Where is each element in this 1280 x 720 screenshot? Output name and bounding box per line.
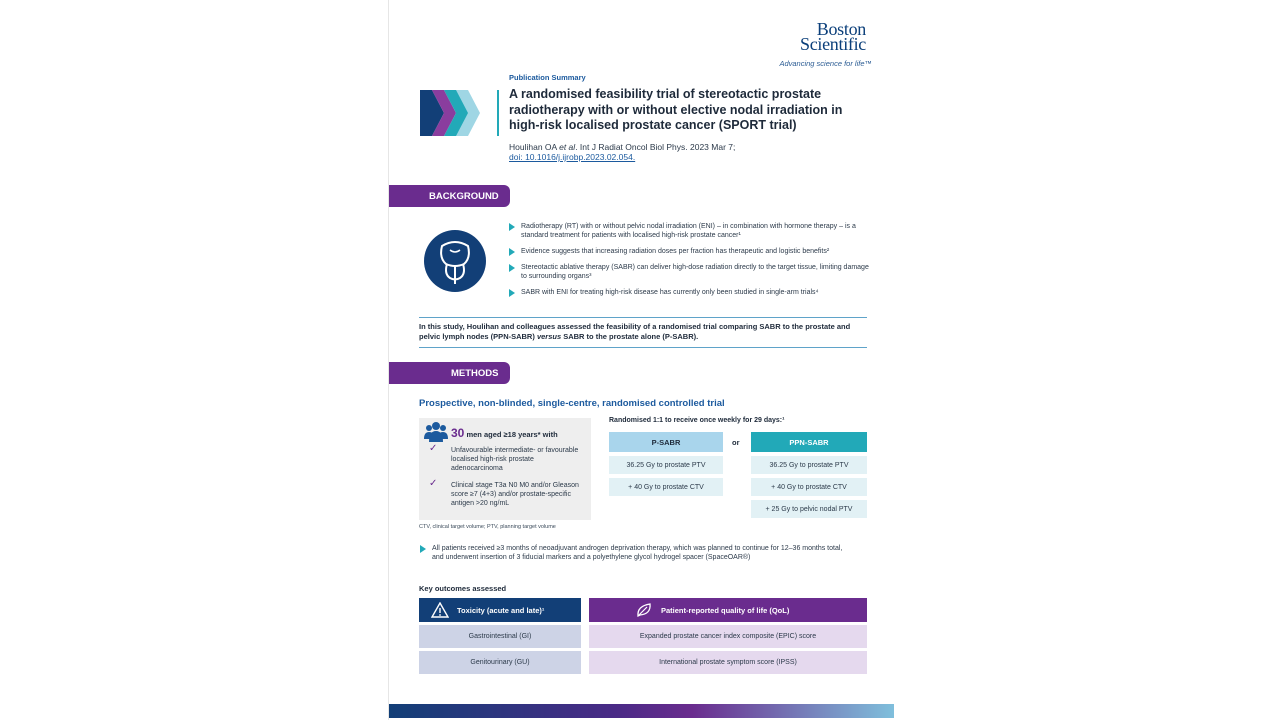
background-bullets: [508, 222, 870, 303]
study-summary: [419, 322, 867, 342]
methods-subheading: Prospective, non-blinded, single-centre, randomised controlled trial: [419, 398, 725, 409]
boston-scientific-logo: [756, 19, 866, 54]
participants-box: [419, 418, 591, 520]
background-bullet: [508, 263, 870, 281]
methods-note-text: All patients received ≥3 months of neoadjuvant androgen deprivation therapy, which was planned to continue for 12–36 months total, and underwent insertion of 3 fiducial markers and a polyethylene glycol hydrogel spacer (SpaceOAR®): [432, 545, 843, 562]
study-summary-part2: SABR to the prostate alone (P-SABR).: [561, 332, 699, 341]
background-bullet-text: Radiotherapy (RT) with or without pelvic nodal irradiation (ENI) – in combination with hormone therapy – is a standard treatment for patients with localised high-risk prostate cancer¹: [521, 223, 856, 240]
or-label: or: [732, 438, 740, 447]
arm-cell: + 25 Gy to pelvic nodal PTV: [751, 500, 867, 518]
outcome-header-qol: [589, 598, 867, 622]
methods-tab-label: METHODS: [451, 367, 499, 379]
arm-header-ppn-sabr: PPN-SABR: [751, 432, 867, 452]
methods-note: [419, 544, 852, 562]
criterion-item: Unfavourable intermediate- or favourable localised high-risk prostate adenocarcinoma: [451, 447, 579, 472]
background-bullet: [508, 288, 870, 297]
arm-cell: + 40 Gy to prostate CTV: [751, 478, 867, 496]
outcome-header-label: Toxicity (acute and late)¹: [457, 605, 545, 615]
abbreviations-footnote: CTV, clinical target volume; PTV, planning target volume: [419, 524, 556, 530]
background-tab-label: BACKGROUND: [429, 190, 499, 202]
outcome-header-toxicity: [419, 598, 581, 622]
outcome-cell: Expanded prostate cancer index composite (EPIC) score: [589, 625, 867, 648]
background-section-tab: [389, 185, 510, 207]
study-top-divider: [419, 317, 867, 318]
randomisation-heading: Randomised 1:1 to receive once weekly for 29 days:¹: [609, 417, 785, 424]
triangle-bullet-icon: [509, 248, 515, 256]
arm-header-p-sabr: P-SABR: [609, 432, 723, 452]
background-bullet: [508, 222, 870, 240]
arm-cell: + 40 Gy to prostate CTV: [609, 478, 723, 496]
outcome-cell: Genitourinary (GU): [419, 651, 581, 674]
study-bottom-divider: [419, 347, 867, 348]
triangle-bullet-icon: [509, 289, 515, 297]
background-bullet-text: SABR with ENI for treating high-risk disease has currently only been studied in single-arm trials⁴: [521, 288, 819, 296]
leaf-icon: [635, 602, 653, 618]
publication-summary-page: [388, 0, 894, 720]
article-title: A randomised feasibility trial of stereotactic prostate radiotherapy with or without elective nodal irradiation in high-risk localised prostate cancer (SPORT trial): [509, 87, 843, 132]
background-bullet-text: Stereotactic ablative therapy (SABR) can deliver high-dose radiation directly to the target tissue, limiting damage to surrounding organs³: [521, 263, 869, 280]
participants-heading: [451, 426, 558, 440]
arm-cell: 36.25 Gy to prostate PTV: [609, 456, 723, 474]
title-accent-bar: [497, 90, 499, 136]
people-icon: [423, 421, 449, 443]
triangle-bullet-icon: [509, 223, 515, 231]
key-outcomes-heading: Key outcomes assessed: [419, 584, 507, 593]
study-summary-italic: versus: [536, 332, 562, 341]
background-bullet: [508, 247, 870, 256]
triangle-bullet-icon: [509, 264, 515, 272]
triangle-bullet-icon: [420, 545, 426, 553]
outcome-header-label: Patient-reported quality of life (QoL): [661, 605, 790, 615]
citation-journal: . Int J Radiat Oncol Biol Phys. 2023 Mar 7;: [575, 142, 736, 152]
participant-text: men aged ≥18 years* with: [464, 430, 558, 439]
prostate-icon: [424, 230, 486, 292]
citation-etal: et al: [559, 142, 576, 152]
chevron-logo-icon: [420, 88, 482, 138]
outcome-cell: Gastrointestinal (GI): [419, 625, 581, 648]
arm-cell: 36.25 Gy to prostate PTV: [751, 456, 867, 474]
citation-authors: Houlihan OA: [509, 142, 557, 152]
warning-icon: [431, 602, 449, 618]
background-bullet-text: Evidence suggests that increasing radiation doses per fraction has therapeutic and logistic benefits²: [521, 247, 830, 255]
methods-section-tab: [389, 362, 510, 384]
doi-link[interactable]: doi: 10.1016/j.ijrobp.2023.02.054.: [509, 152, 636, 162]
logo-name-line1: Boston: [816, 19, 866, 39]
footer-gradient-bar: [389, 704, 894, 718]
check-icon: ✓: [429, 478, 438, 489]
study-summary-part1: In this study, Houlihan and colleagues assessed the feasibility of a randomised trial comparing SABR to the prostate and pelvic lymph nodes (PPN-SABR): [419, 322, 851, 341]
criterion-item: Clinical stage T3a N0 M0 and/or Gleason score ≥7 (4+3) and/or prostate-specific antigen >20 ng/mL: [451, 482, 579, 507]
check-icon: ✓: [429, 443, 438, 454]
publication-summary-label: Publication Summary: [509, 73, 586, 82]
logo-name-line2: Scientific: [800, 34, 866, 54]
outcome-cell: International prostate symptom score (IPSS): [589, 651, 867, 674]
participant-count: 30: [451, 426, 465, 440]
logo-tagline: Advancing science for life™: [779, 59, 872, 68]
